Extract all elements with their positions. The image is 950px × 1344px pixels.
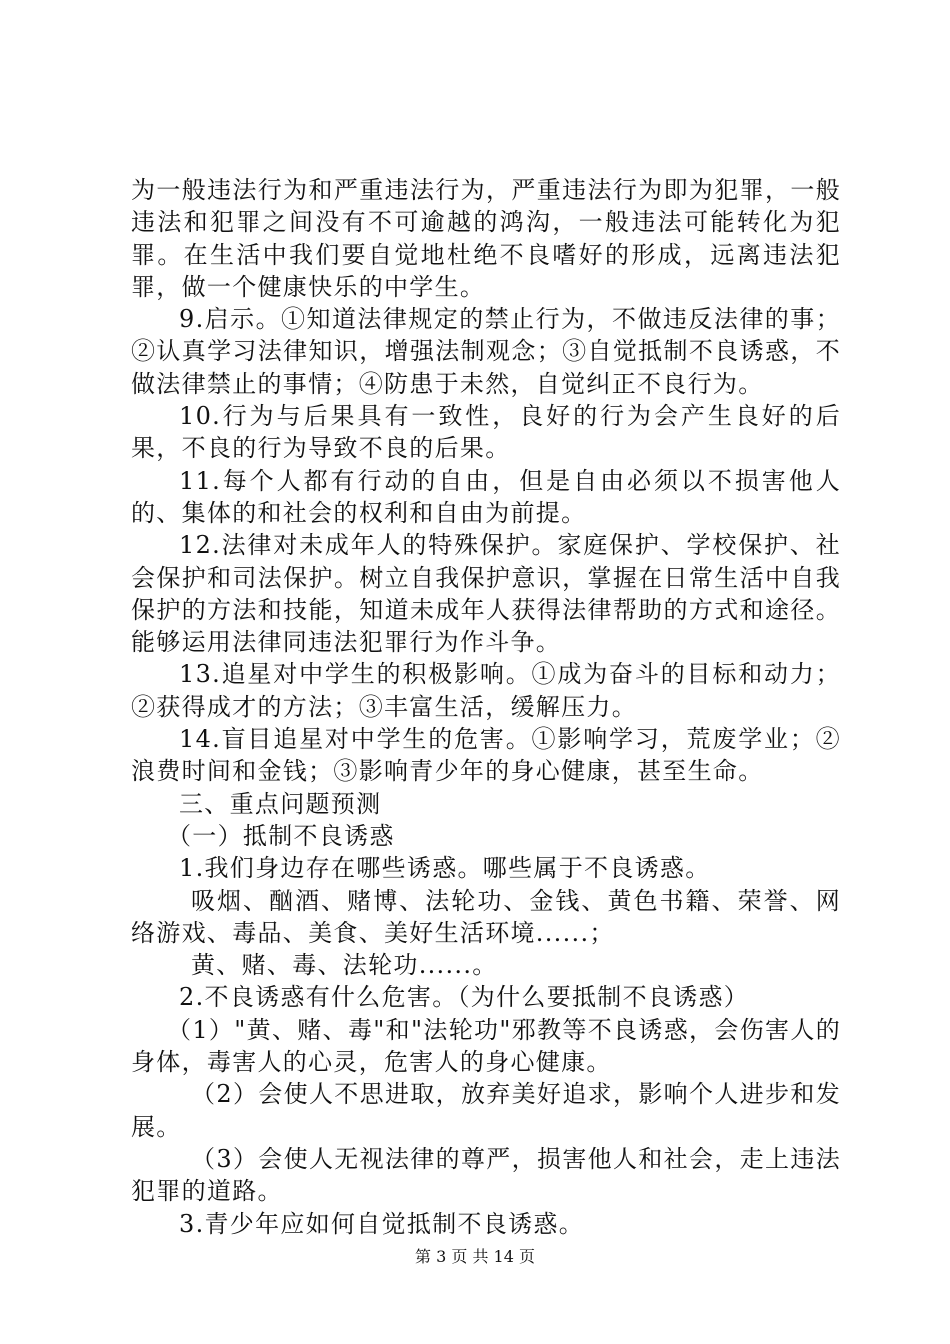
paragraph-item-13: 13.追星对中学生的积极影响。①成为奋斗的目标和动力；②获得成才的方法；③丰富生活，缓解压力。 <box>131 660 841 721</box>
subsection-heading: （一）抵制不良诱惑 <box>167 821 395 850</box>
bad-temptation-list: 黄、赌、毒、法轮功......。 <box>191 951 498 980</box>
paragraph-item-14: 14.盲目追星对中学生的危害。①影响学习，荒废学业；②浪费时间和金钱；③影响青少年的身心健康，甚至生命。 <box>131 725 841 786</box>
paragraph-continued: 为一般违法行为和严重违法行为，严重违法行为即为犯罪，一般违法和犯罪之间没有不可逾越的鸿沟，一般违法可能转化为犯罪。在生活中我们要自觉地杜绝不良嗜好的形成，远离违法犯罪，做一个健康快乐的中学生。 <box>131 176 841 301</box>
document-body <box>131 174 841 1240</box>
question-3: 3.青少年应如何自觉抵制不良诱惑。 <box>179 1209 584 1238</box>
question-2: 2.不良诱惑有什么危害。（为什么要抵制不良诱惑） <box>179 983 750 1012</box>
paragraph-item-11: 11.每个人都有行动的自由，但是自由必须以不损害他人的、集体的和社会的权利和自由为前提。 <box>131 466 841 527</box>
paragraph-item-9: 9.启示。①知道法律规定的禁止行为，不做违反法律的事；②认真学习法律知识，增强法制观念；③自觉抵制不良诱惑，不做法律禁止的事情；④防患于未然，自觉纠正不良行为。 <box>131 305 841 398</box>
section-heading: 三、重点问题预测 <box>179 789 382 818</box>
harm-point-1: （1）"黄、赌、毒"和"法轮功"邪教等不良诱惑，会伤害人的身体，毒害人的心灵，危害人的身心健康。 <box>131 1015 841 1077</box>
paragraph-item-10: 10.行为与后果具有一致性，良好的行为会产生良好的后果，不良的行为导致不良的后果。 <box>131 402 841 463</box>
paragraph-item-12: 12.法律对未成年人的特殊保护。家庭保护、学校保护、社会保护和司法保护。树立自我保护意识，掌握在日常生活中自我保护的方法和技能，知道未成年人获得法律帮助的方式和途径。能够运用法律同违法犯罪行为作斗争。 <box>131 531 841 657</box>
temptation-list: 吸烟、酗酒、赌博、法轮功、金钱、黄色书籍、荣誉、网络游戏、毒品、美食、美好生活环境......； <box>131 886 841 947</box>
page-footer: 第 3 页 共 14 页 <box>415 1247 535 1266</box>
question-1: 1.我们身边存在哪些诱惑。哪些属于不良诱惑。 <box>179 854 711 883</box>
harm-point-3: （3）会使人无视法律的尊严，损害他人和社会，走上违法犯罪的道路。 <box>131 1144 841 1206</box>
harm-point-2: （2）会使人不思进取，放弃美好追求，影响个人进步和发展。 <box>131 1080 841 1141</box>
